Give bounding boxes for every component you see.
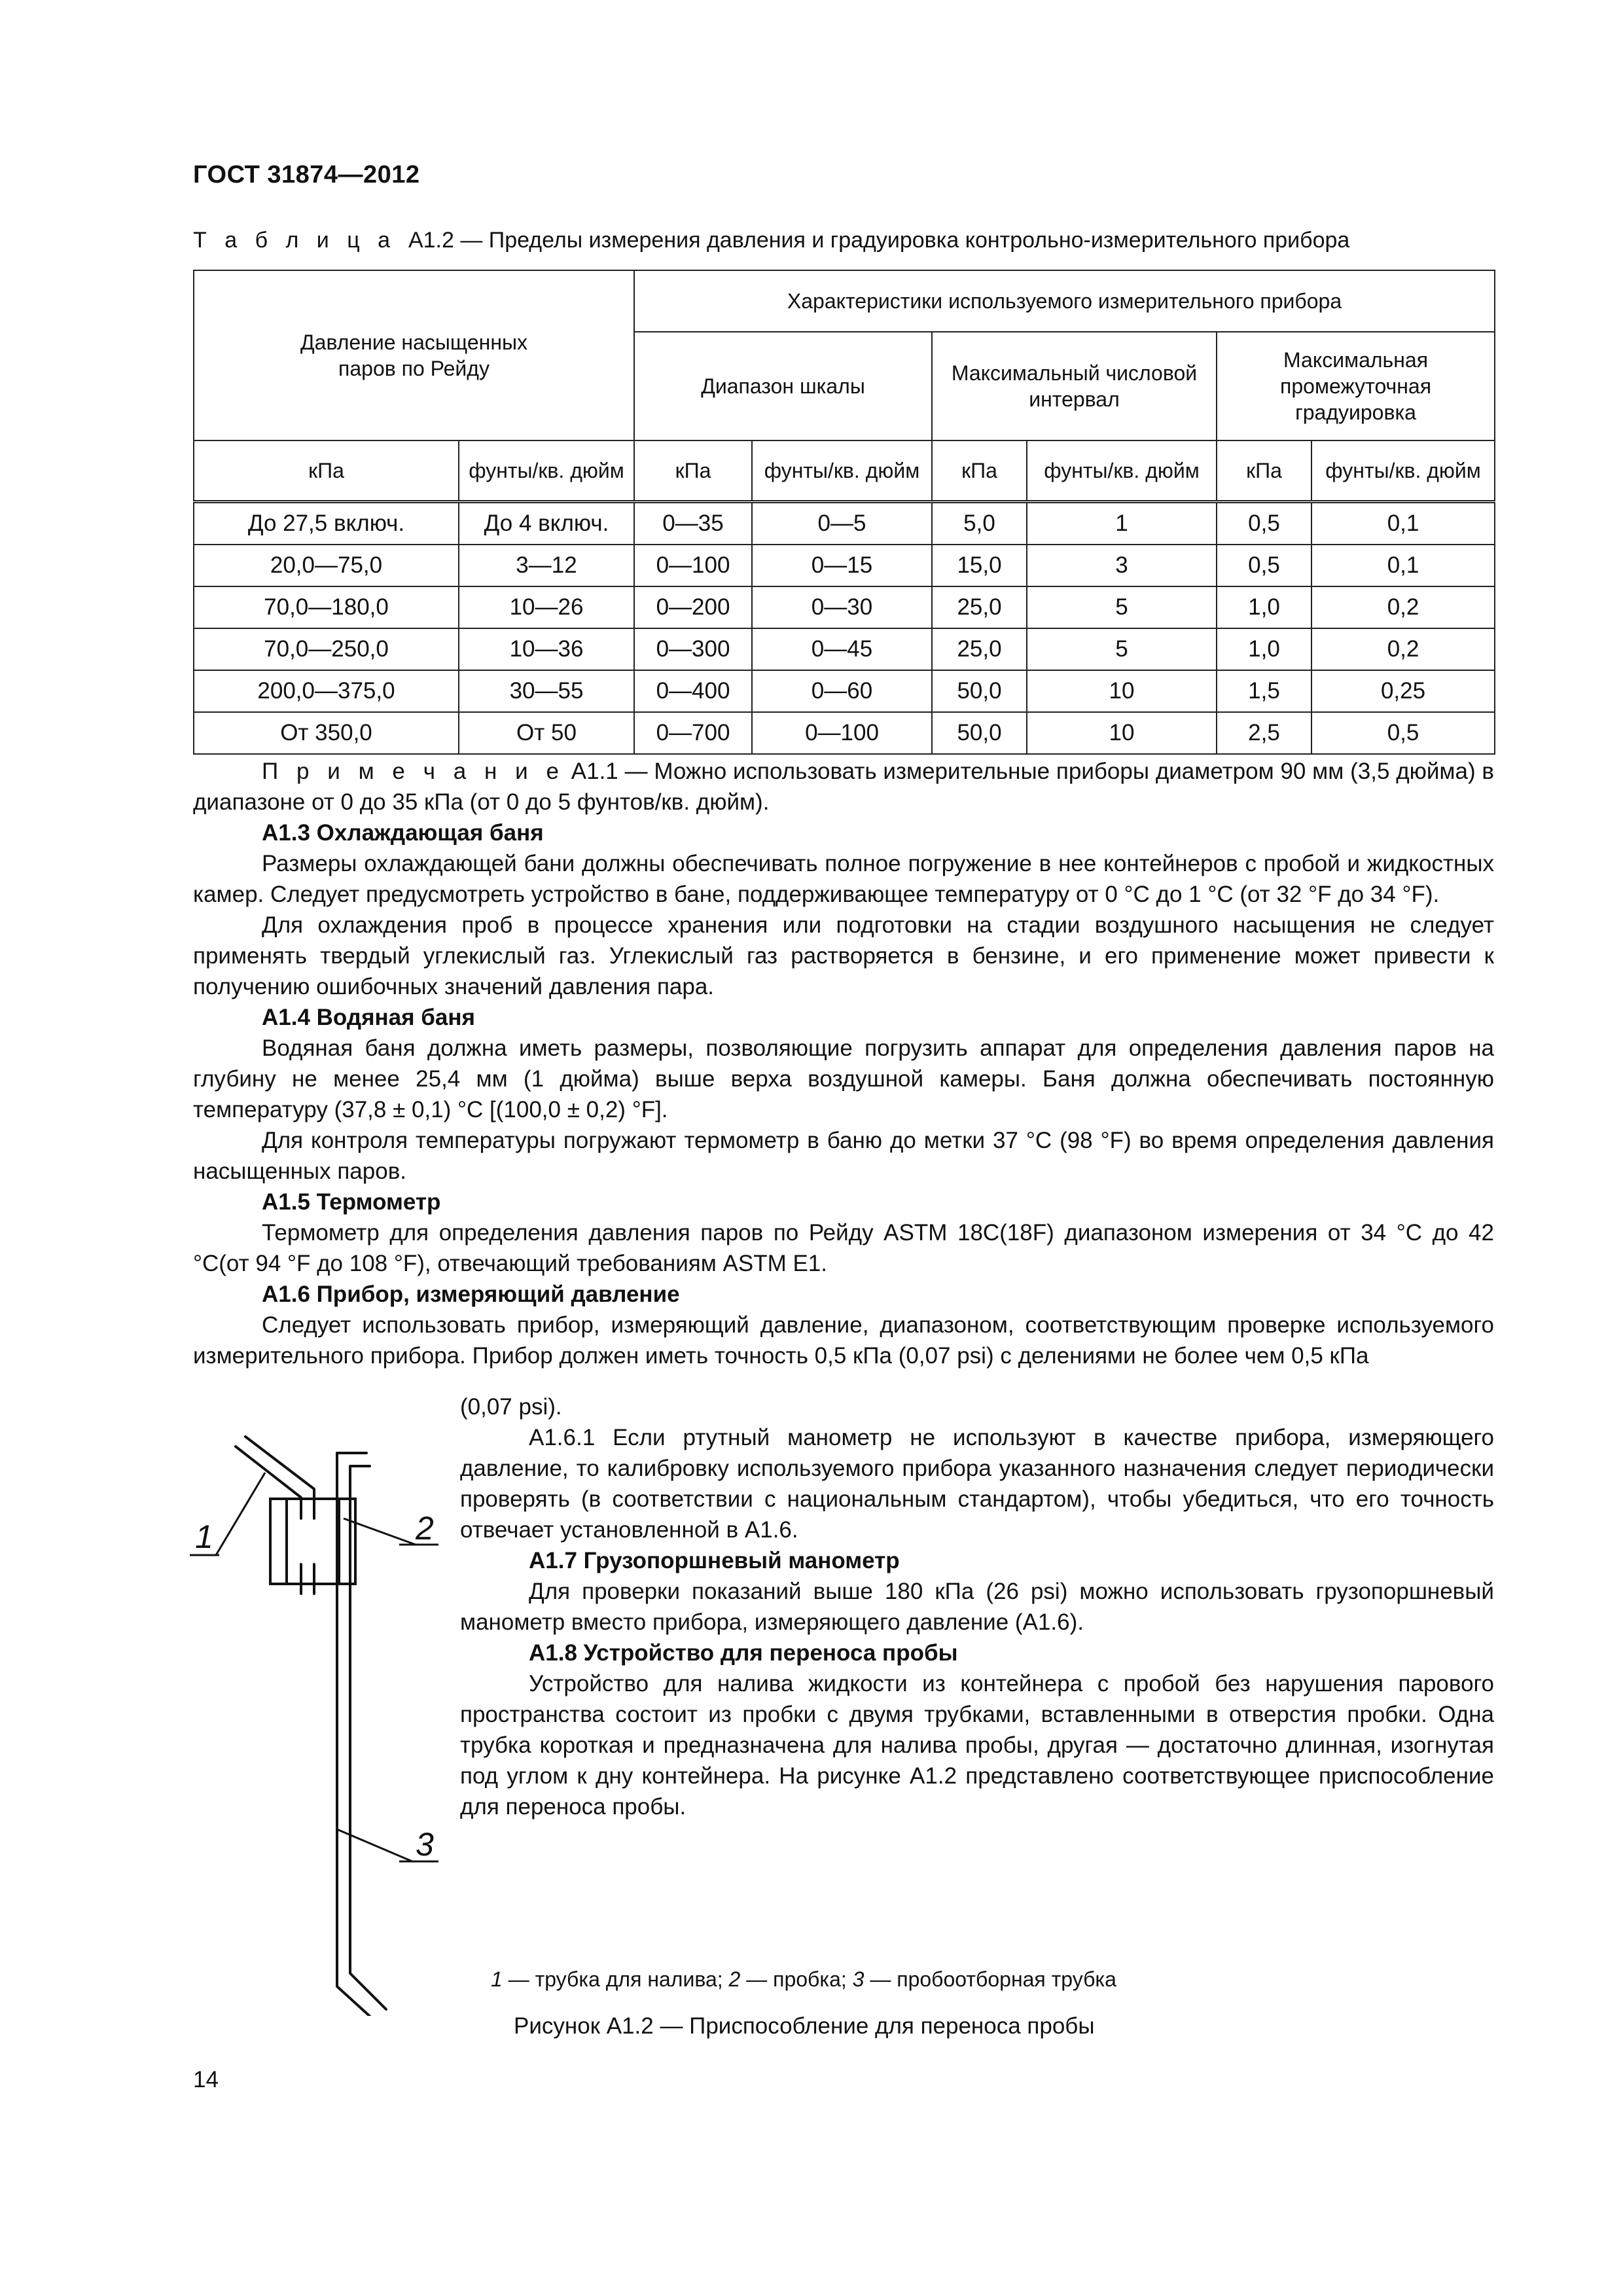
table-cell: 50,0 bbox=[932, 712, 1027, 754]
page-number: 14 bbox=[193, 2067, 219, 2092]
figure-label-2: 2 bbox=[416, 1510, 434, 1547]
table-cell: 70,0—180,0 bbox=[194, 586, 459, 628]
section-heading: А1.4 Водяная баня bbox=[262, 1005, 475, 1030]
table-cell: 5,0 bbox=[932, 502, 1027, 545]
unit-cell: фунты/кв. дюйм bbox=[752, 440, 932, 502]
table-cell: 15,0 bbox=[932, 545, 1027, 586]
paragraph: Термометр для определения давления паров по Рейду ASTM 18C(18F) диапазоном измерения от 34 °C до 42 °C(от 94 °F до 108 °F), отвечающий требованиям ASTM E1. bbox=[193, 1220, 1494, 1276]
table-cell: 0—100 bbox=[634, 545, 752, 586]
table-cell: 0,1 bbox=[1311, 502, 1495, 545]
table-caption-prefix: Т а б л и ц а bbox=[193, 228, 397, 253]
paragraph: Следует использовать прибор, измеряющий давление, диапазоном, соответствующим проверке используемого измерительного прибора. Прибор должен иметь точность 0,5 кПа (0,07 psi) с делениями не более чем 0,5 кПа bbox=[193, 1312, 1494, 1369]
table-cell: 10—26 bbox=[459, 586, 634, 628]
table-cell: 0—300 bbox=[634, 628, 752, 670]
table-cell: 0,1 bbox=[1311, 545, 1495, 586]
table-caption bbox=[193, 228, 1349, 253]
table-cell: 1 bbox=[1027, 502, 1217, 545]
table-cell: 10—36 bbox=[459, 628, 634, 670]
table-cell: 0,2 bbox=[1311, 586, 1495, 628]
table-row bbox=[194, 712, 1495, 754]
paragraph: Для охлаждения проб в процессе хранения или подготовки на стадии воздушного насыщения не следует применять твердый углекислый газ. Углекислый газ растворяется в бензине, и его применение может привести к получению ошибочных значений давления пара. bbox=[193, 912, 1494, 999]
table-cell: 0—400 bbox=[634, 670, 752, 712]
document-number: ГОСТ 31874—2012 bbox=[193, 161, 420, 188]
table-cell: 0—30 bbox=[752, 586, 932, 628]
unit-cell: кПа bbox=[932, 440, 1027, 502]
table-cell: 20,0—75,0 bbox=[194, 545, 459, 586]
table-cell: 1,5 bbox=[1217, 670, 1311, 712]
table-cell: До 27,5 включ. bbox=[194, 502, 459, 545]
legend-number: 2 bbox=[728, 1967, 741, 1991]
table-cell: 0—5 bbox=[752, 502, 932, 545]
table-cell: 0—15 bbox=[752, 545, 932, 586]
table-cell: 5 bbox=[1027, 628, 1217, 670]
table-cell: 0—45 bbox=[752, 628, 932, 670]
leader-lines bbox=[190, 1473, 438, 1861]
table-cell: 10 bbox=[1027, 712, 1217, 754]
unit-cell: кПа bbox=[194, 440, 459, 502]
table-cell: 10 bbox=[1027, 670, 1217, 712]
table-cell: 50,0 bbox=[932, 670, 1027, 712]
section-heading: А1.3 Охлаждающая баня bbox=[262, 820, 544, 846]
table-cell: 5 bbox=[1027, 586, 1217, 628]
unit-cell: фунты/кв. дюйм bbox=[459, 440, 634, 502]
paragraph-tail: (0,07 psi). bbox=[460, 1394, 562, 1420]
legend-text: — пробка; bbox=[740, 1967, 853, 1991]
table-cell: До 4 включ. bbox=[459, 502, 634, 545]
section-heading: А1.8 Устройство для переноса пробы bbox=[529, 1640, 958, 1666]
section-heading: А1.6 Прибор, измеряющий давление bbox=[262, 1282, 680, 1307]
figure-legend bbox=[491, 1967, 1116, 1992]
table-head-max-graduation: Максимальная промежуточная градуировка bbox=[1217, 332, 1495, 440]
table-row bbox=[194, 545, 1495, 586]
paragraph: Для контроля температуры погружают термометр в баню до метки 37 °C (98 °F) во время определения давления насыщенных паров. bbox=[193, 1128, 1494, 1184]
table-cell: 0—35 bbox=[634, 502, 752, 545]
unit-cell: кПа bbox=[1217, 440, 1311, 502]
paragraph: Устройство для налива жидкости из контейнера с пробой без нарушения парового пространства состоит из пробки с двумя трубками, вставленными в отверстия пробки. Одна трубка короткая и предназначена для налива пробы, другая — достаточно длинная, изогнутая под углом к дну контейнера. На рисунке А1.2 представлено соответствующее приспособление для переноса пробы. bbox=[460, 1671, 1494, 1820]
unit-cell: фунты/кв. дюйм bbox=[1311, 440, 1495, 502]
table-cell: 0—700 bbox=[634, 712, 752, 754]
table-cell: 25,0 bbox=[932, 628, 1027, 670]
note-text: А1.1 — Можно использовать измерительные приборы диаметром 90 мм (3,5 дюйма) в диапазоне от 0 до 35 кПа (от 0 до 5 фунтов/кв. дюйм). bbox=[193, 759, 1495, 815]
paragraph: А1.6.1 Если ртутный манометр не используют в качестве прибора, измеряющего давление, то калибровку используемого прибора указанного назначения следует периодически проверять (в соответствии с национальным стандартом), чтобы убедиться, что его точность отвечает установленной в А1.6. bbox=[460, 1425, 1494, 1543]
table-head-max-interval: Максимальный числовой интервал bbox=[932, 332, 1217, 440]
figure-label-3: 3 bbox=[416, 1826, 434, 1863]
table-row bbox=[194, 586, 1495, 628]
pressure-range-table bbox=[193, 270, 1495, 755]
legend-number: 3 bbox=[852, 1967, 865, 1991]
table-head-scale-range: Диапазон шкалы bbox=[634, 332, 932, 440]
table-cell: 3—12 bbox=[459, 545, 634, 586]
legend-text: — трубка для налива; bbox=[502, 1967, 729, 1991]
table-cell: 2,5 bbox=[1217, 712, 1311, 754]
short-filling-tube bbox=[236, 1437, 314, 1594]
sample-transfer-device-figure bbox=[190, 1427, 452, 2016]
table-row bbox=[194, 628, 1495, 670]
table-cell: От 50 bbox=[459, 712, 634, 754]
table-cell: 3 bbox=[1027, 545, 1217, 586]
table-cell: От 350,0 bbox=[194, 712, 459, 754]
paragraph: Водяная баня должна иметь размеры, позволяющие погрузить аппарат для определения давления паров на глубину не менее 25,4 мм (1 дюйма) выше верха воздушной камеры. Баня должна обеспечивать постоянную температуру (37,8 ± 0,1) °C [(100,0 ± 0,2) °F]. bbox=[193, 1035, 1494, 1122]
note-prefix: П р и м е ч а н и е bbox=[262, 759, 565, 784]
table-cell: 25,0 bbox=[932, 586, 1027, 628]
body-text-upper bbox=[193, 756, 1494, 1371]
legend-number: 1 bbox=[491, 1967, 503, 1991]
table-cell: 0,2 bbox=[1311, 628, 1495, 670]
sampling-tube bbox=[337, 1453, 386, 2016]
table-note bbox=[193, 756, 1494, 817]
body-text-right-column bbox=[460, 1391, 1494, 1822]
legend-text: — пробоотборная трубка bbox=[864, 1967, 1116, 1991]
table-head-reid-pressure: Давление насыщенных паров по Рейду bbox=[194, 270, 634, 440]
table-cell: 0—60 bbox=[752, 670, 932, 712]
table-cell: 1,0 bbox=[1217, 586, 1311, 628]
table-row bbox=[194, 670, 1495, 712]
unit-cell: фунты/кв. дюйм bbox=[1027, 440, 1217, 502]
table-cell: 0,5 bbox=[1217, 545, 1311, 586]
table-cell: 0—200 bbox=[634, 586, 752, 628]
table-cell: 200,0—375,0 bbox=[194, 670, 459, 712]
table-head-instrument-group: Характеристики используемого измерительного прибора bbox=[634, 270, 1495, 332]
table-cell: 0—100 bbox=[752, 712, 932, 754]
table-cell: 70,0—250,0 bbox=[194, 628, 459, 670]
table-cell: 0,25 bbox=[1311, 670, 1495, 712]
table-cell: 0,5 bbox=[1217, 502, 1311, 545]
table-cell: 1,0 bbox=[1217, 628, 1311, 670]
section-heading: А1.7 Грузопоршневый манометр bbox=[529, 1548, 900, 1573]
table-cell: 30—55 bbox=[459, 670, 634, 712]
paragraph: Размеры охлаждающей бани должны обеспечивать полное погружение в нее контейнеров с пробой и жидкостных камер. Следует предусмотреть устройство в бане, поддерживающее температуру от 0 °C до 1 °C (от 32 °F до 34 °F). bbox=[193, 851, 1494, 907]
table-cell: 0,5 bbox=[1311, 712, 1495, 754]
table-caption-text: А1.2 — Пределы измерения давления и градуировка контрольно-измерительного прибора bbox=[408, 228, 1350, 253]
figure-title: Рисунок А1.2 — Приспособление для переноса пробы bbox=[514, 2013, 1095, 2039]
unit-cell: кПа bbox=[634, 440, 752, 502]
section-heading: А1.5 Термометр bbox=[262, 1189, 441, 1215]
table-row bbox=[194, 502, 1495, 545]
figure-label-1: 1 bbox=[195, 1518, 213, 1555]
paragraph: Для проверки показаний выше 180 кПа (26 psi) можно использовать грузопоршневый манометр вместо прибора, измеряющего давление (А1.6). bbox=[460, 1579, 1494, 1635]
